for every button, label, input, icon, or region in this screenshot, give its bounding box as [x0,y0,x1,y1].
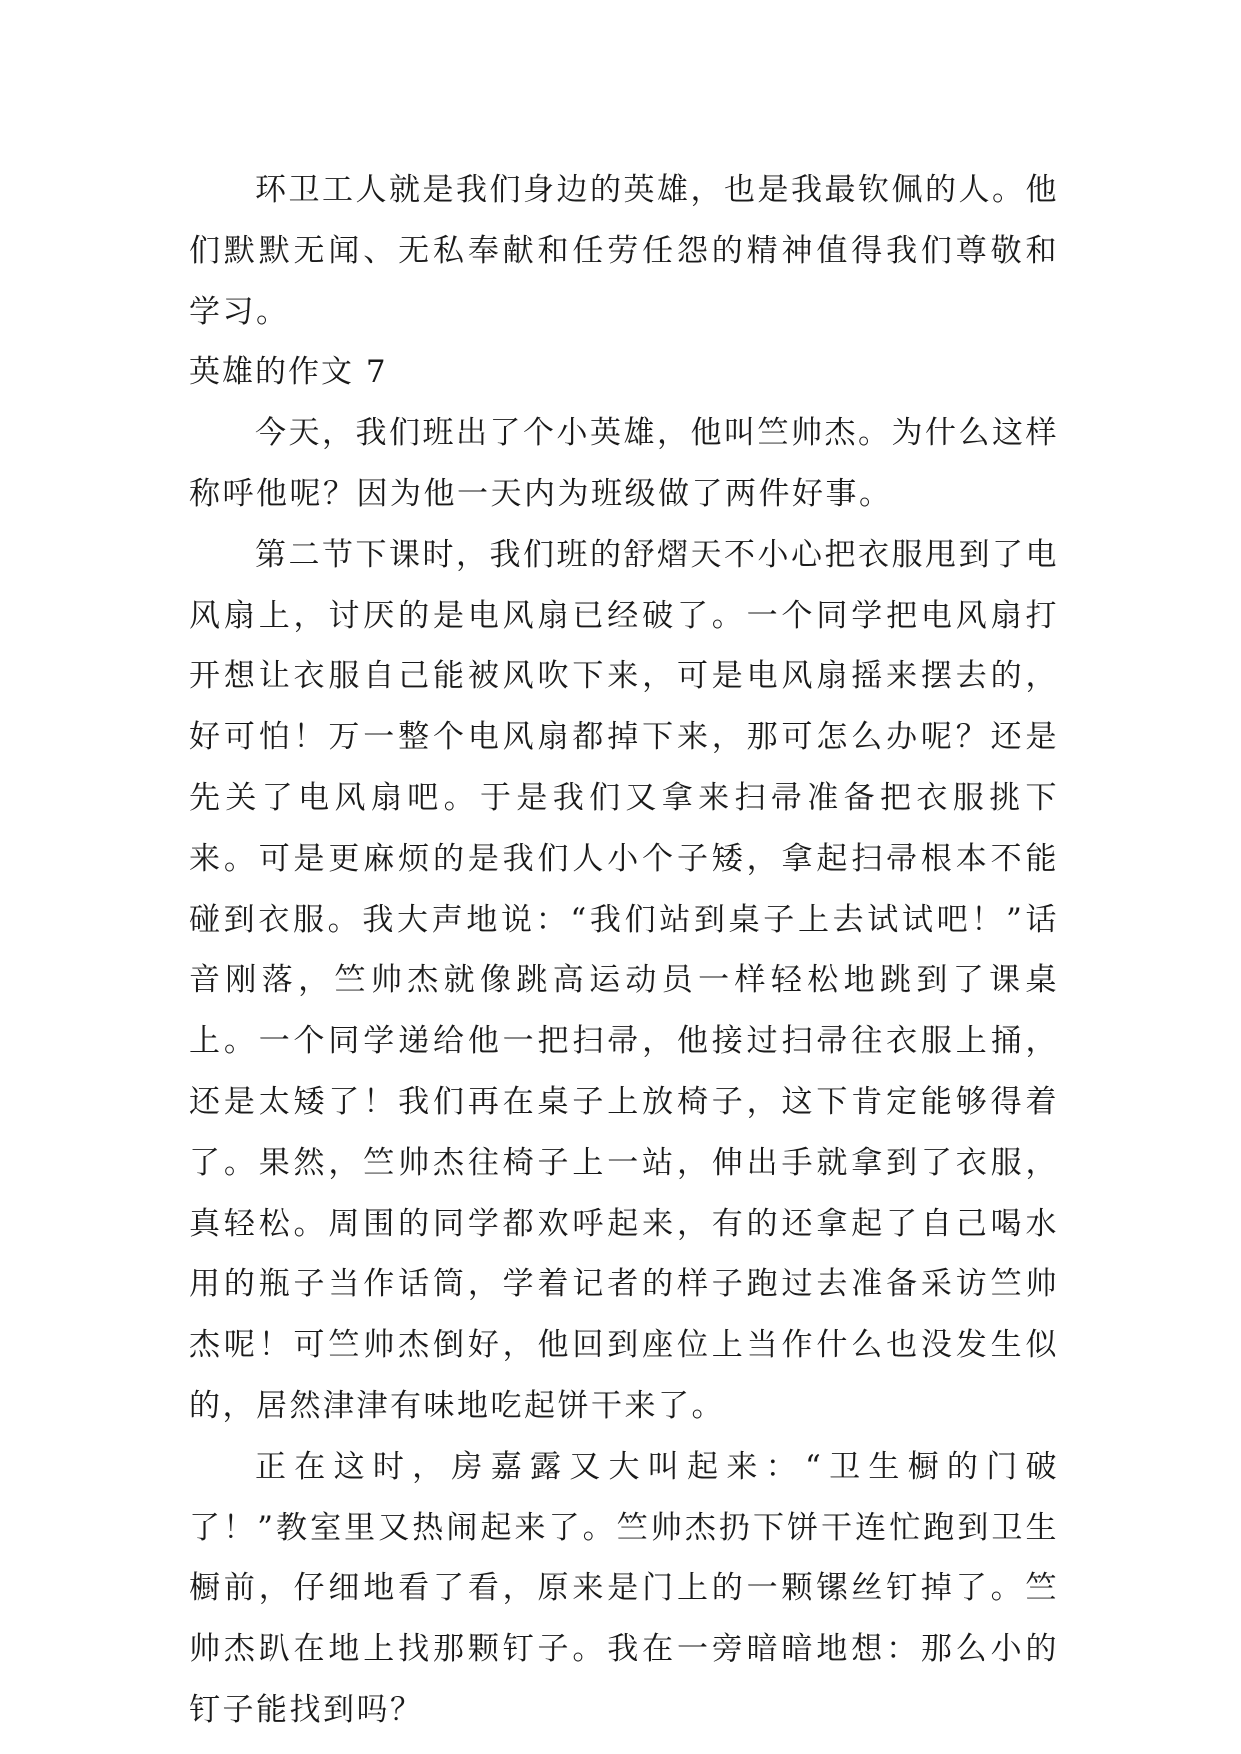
paragraph-intro: 今天，我们班出了个小英雄，他叫竺帅杰。为什么这样称呼他呢？因为他一天内为班级做了两件好事。 [189,415,1059,512]
paragraph-cabinet-story: 正在这时，房嘉露又大叫起来：“卫生橱的门破了！”教室里又热闹起来了。竺帅杰扔下饼干连忙跑到卫生橱前，仔细地看了看，原来是门上的一颗镙丝钉掉了。竺帅杰趴在地上找那颗钉子。我在一旁暗暗地想：那么小的钉子能找到吗？ [189,1448,1059,1728]
paragraph-sanitation-workers: 环卫工人就是我们身边的英雄，也是我最钦佩的人。他们默默无闻、无私奉献和任劳任怨的精神值得我们尊敬和学习。 [189,172,1059,330]
document-body [189,160,1059,1741]
paragraph-fan-story: 第二节下课时，我们班的舒熠天不小心把衣服甩到了电风扇上，讨厌的是电风扇已经破了。一个同学把电风扇打开想让衣服自己能被风吹下来，可是电风扇摇来摆去的，好可怕！万一整个电风扇都掉下来，那可怎么办呢？还是先关了电风扇吧。于是我们又拿来扫帚准备把衣服挑下来。可是更麻烦的是我们人小个子矮，拿起扫帚根本不能碰到衣服。我大声地说：“我们站到桌子上去试试吧！”话音刚落，竺帅杰就像跳高运动员一样轻松地跳到了课桌上。一个同学递给他一把扫帚，他接过扫帚往衣服上捅，还是太矮了！我们再在桌子上放椅子，这下肯定能够得着了。果然，竺帅杰往椅子上一站，伸出手就拿到了衣服，真轻松。周围的同学都欢呼起来，有的还拿起了自己喝水用的瓶子当作话筒，学着记者的样子跑过去准备采访竺帅杰呢！可竺帅杰倒好，他回到座位上当作什么也没发生似的，居然津津有味地吃起饼干来了。 [189,536,1059,1424]
essay-heading: 英雄的作文 7 [189,354,388,391]
